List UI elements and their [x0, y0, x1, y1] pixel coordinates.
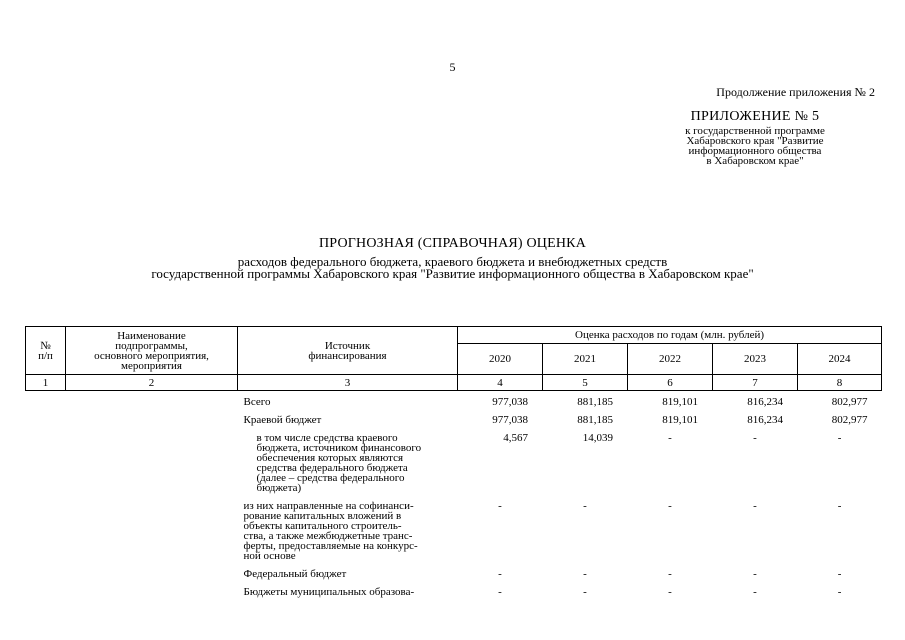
funding-source-cell [238, 433, 458, 501]
value-cell-2022 [628, 587, 713, 605]
value-text: - [583, 586, 587, 598]
funding-source-line: ферты, предоставляемые на конкурс- [243, 540, 418, 552]
value-text: - [837, 500, 842, 512]
column-number: 7 [713, 375, 798, 391]
value-cell-2020 [458, 397, 543, 415]
column-number: 3 [238, 375, 458, 391]
value-text: - [837, 432, 842, 444]
header-number-line: № [40, 339, 51, 352]
table-row [26, 587, 882, 605]
value-text: 816,234 [747, 396, 783, 408]
header-source-line: Источник [324, 339, 371, 352]
header-name [66, 327, 238, 375]
value-text: - [753, 568, 757, 580]
header-name-line: подпрограммы, [115, 339, 188, 352]
value-text: - [753, 586, 757, 598]
value-cell-2023 [713, 397, 798, 415]
column-number: 8 [798, 375, 882, 391]
row-number-cell [26, 587, 66, 605]
continuation-note: Продолжение приложения № 2 [716, 85, 875, 99]
appendix-title: ПРИЛОЖЕНИЕ № 5 [690, 109, 820, 124]
value-text: - [583, 500, 587, 512]
value-cell-2021 [543, 587, 628, 605]
row-name-cell [66, 415, 238, 433]
column-number: 6 [628, 375, 713, 391]
header-year: 2021 [543, 344, 628, 375]
value-cell-2021 [543, 397, 628, 415]
funding-source-line: бюджета, источником финансового [256, 442, 422, 454]
funding-source-line: (далее – средства федерального [256, 472, 405, 484]
appendix-subtitle-line: Хабаровского края "Развитие [686, 135, 824, 147]
value-cell-2020 [458, 433, 543, 501]
table-row [26, 569, 882, 587]
header-source [238, 327, 458, 375]
column-number: 5 [543, 375, 628, 391]
header-year: 2020 [458, 344, 543, 375]
header-number-line: п/п [38, 349, 53, 362]
funding-source-line: Бюджеты муниципальных образова- [243, 586, 415, 598]
budget-table-body [26, 391, 882, 606]
document-subtitle [60, 256, 845, 280]
value-text: 819,101 [662, 396, 698, 408]
appendix-subtitle-line: к государственной программе [685, 125, 825, 137]
funding-source-cell [238, 397, 458, 415]
value-cell-2021 [543, 433, 628, 501]
page-number: 5 [449, 60, 456, 74]
funding-source-cell [238, 569, 458, 587]
value-text: - [668, 568, 672, 580]
value-cell-2020 [458, 569, 543, 587]
table-row [26, 397, 882, 415]
funding-source-line: обеспечения которых являются [256, 452, 404, 464]
value-cell-2022 [628, 415, 713, 433]
funding-source-cell [238, 587, 458, 605]
value-text: - [583, 568, 587, 580]
value-cell-2023 [713, 587, 798, 605]
funding-source-line: средства федерального бюджета [256, 462, 408, 474]
value-text: - [668, 500, 672, 512]
value-cell-2022 [628, 433, 713, 501]
value-text: 881,185 [577, 414, 613, 426]
row-name-cell [66, 433, 238, 501]
row-number-cell [26, 415, 66, 433]
value-text: 881,185 [577, 396, 613, 408]
header-number [26, 327, 66, 375]
header-source-line: финансирования [308, 349, 387, 362]
value-text: - [837, 568, 842, 580]
document-subtitle-line: государственной программы Хабаровского края "Развитие информационного общества в Хабаровском крае" [151, 266, 754, 281]
funding-source-line: ства, а также межбюджетные транс- [243, 530, 413, 542]
row-name-cell [66, 501, 238, 569]
funding-source-cell [238, 415, 458, 433]
budget-table [25, 326, 882, 605]
document-subtitle-line: расходов федерального бюджета, краевого бюджета и внебюджетных средств [237, 254, 668, 269]
appendix-subtitle-line: информационного общества [688, 145, 822, 157]
header-name-line: основного мероприятия, [94, 349, 209, 362]
header-estimate: Оценка расходов по годам (млн. рублей) [458, 327, 882, 344]
value-cell-2021 [543, 569, 628, 587]
table-row [26, 501, 882, 569]
value-cell-2024 [798, 397, 882, 415]
column-number: 1 [26, 375, 66, 391]
value-text: - [837, 586, 842, 598]
column-number: 2 [66, 375, 238, 391]
value-cell-2024 [798, 569, 882, 587]
row-number-cell [26, 397, 66, 415]
value-cell-2024 [798, 587, 882, 605]
value-text: 802,977 [831, 396, 868, 408]
row-number-cell [26, 433, 66, 501]
value-cell-2023 [713, 433, 798, 501]
value-cell-2024 [798, 415, 882, 433]
value-cell-2020 [458, 415, 543, 433]
value-text: - [753, 500, 757, 512]
value-cell-2023 [713, 501, 798, 569]
value-text: - [753, 432, 757, 444]
funding-source-cell [238, 501, 458, 569]
funding-source-line: ной основе [243, 550, 296, 562]
column-number: 4 [458, 375, 543, 391]
value-text: 14,039 [582, 432, 613, 444]
value-text: - [498, 586, 502, 598]
header-year: 2023 [713, 344, 798, 375]
funding-source-line: Краевой бюджет [243, 414, 322, 426]
value-cell-2023 [713, 415, 798, 433]
header-name-line: Наименование [117, 329, 186, 342]
table-row [26, 415, 882, 433]
funding-source-line: из них направленные на софинанси- [243, 500, 414, 512]
appendix-subtitle [640, 126, 870, 166]
row-name-cell [66, 587, 238, 605]
appendix-subtitle-line: в Хабаровском крае" [706, 155, 804, 167]
value-text: 4,567 [503, 432, 528, 444]
row-name-cell [66, 569, 238, 587]
value-cell-2024 [798, 433, 882, 501]
header-year: 2024 [798, 344, 882, 375]
value-text: - [668, 432, 672, 444]
row-name-cell [66, 397, 238, 415]
value-cell-2021 [543, 501, 628, 569]
header-year: 2022 [628, 344, 713, 375]
value-cell-2023 [713, 569, 798, 587]
value-text: 816,234 [747, 414, 783, 426]
value-cell-2020 [458, 501, 543, 569]
value-text: 819,101 [662, 414, 698, 426]
value-cell-2022 [628, 397, 713, 415]
funding-source-line: объекты капитального строитель- [243, 520, 402, 532]
funding-source-line: в том числе средства краевого [256, 432, 398, 444]
row-number-cell [26, 569, 66, 587]
funding-source-line: бюджета) [256, 482, 302, 494]
value-text: - [498, 500, 502, 512]
value-text: 977,038 [492, 414, 528, 426]
funding-source-line: Всего [243, 396, 271, 408]
value-text: - [668, 586, 672, 598]
funding-source-line: Федеральный бюджет [243, 568, 347, 580]
funding-source-line: рование капитальных вложений в [243, 510, 402, 522]
value-cell-2020 [458, 587, 543, 605]
value-text: - [498, 568, 502, 580]
value-text: 977,038 [492, 396, 528, 408]
row-number-cell [26, 501, 66, 569]
value-cell-2024 [798, 501, 882, 569]
header-name-line: мероприятия [121, 359, 182, 372]
value-cell-2022 [628, 501, 713, 569]
value-cell-2022 [628, 569, 713, 587]
table-row [26, 433, 882, 501]
value-text: 802,977 [831, 414, 868, 426]
document-title: ПРОГНОЗНАЯ (СПРАВОЧНАЯ) ОЦЕНКА [318, 236, 587, 251]
value-cell-2021 [543, 415, 628, 433]
